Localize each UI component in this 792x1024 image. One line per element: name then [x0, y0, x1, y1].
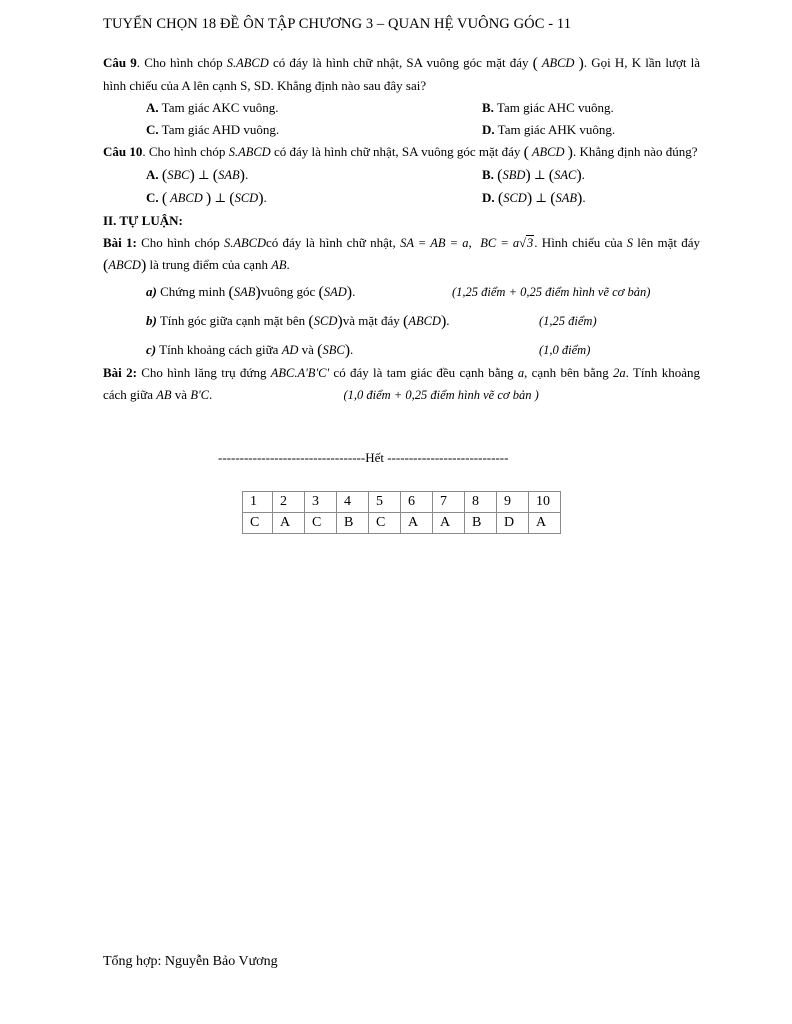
page-footer: Tổng hợp: Nguyễn Bảo Vương: [103, 954, 278, 969]
answer-table: [242, 491, 561, 534]
exercise-1: Bài 1: Cho hình chóp S.ABCDcó đáy là hình chữ nhật, SA = AB = a, BC = a√3. Hình chiếu của S lên mặt đáy (ABCD) là trung điểm của cạnh AB.: [103, 235, 700, 274]
option-d[interactable]: D. Tam giác AHK vuông.: [482, 122, 616, 137]
points-label: (1,0 điểm): [539, 343, 591, 357]
exercise-1-part-a: a) Chứng minh (SAB)vuông góc (SAD). (1,25 điểm + 0,25 điểm hình vẽ cơ bản): [146, 281, 700, 304]
question-label: Câu 9: [103, 55, 137, 70]
exercise-1-part-c: c) Tính khoảng cách giữa AD và (SBC). (1,0 điểm): [146, 339, 700, 362]
section-title: II. TỰ LUẬN:: [103, 213, 183, 228]
question-10: Câu 10. Cho hình chóp S.ABCD có đáy là hình chữ nhật, SA vuông góc mặt đáy ( ABCD ). Khẳng định nào đúng?: [103, 144, 698, 161]
option-c[interactable]: C. Tam giác AHD vuông.: [146, 122, 280, 137]
option-a[interactable]: A. Tam giác AKC vuông.: [146, 100, 279, 115]
option-b[interactable]: B. (SBD) ⊥ (SAC).: [482, 167, 585, 184]
points-label: (1,0 điểm + 0,25 điểm hình vẽ cơ bản ): [343, 388, 539, 402]
q10-options-row-2: [146, 187, 700, 210]
q10-options-row-1: [146, 164, 700, 187]
option-c[interactable]: C. ( ABCD ) ⊥ (SCD).: [146, 190, 267, 207]
table-row: C A C B C A A B D A: [243, 513, 561, 534]
exercise-2: Bài 2: Cho hình lăng trụ đứng ABC.A'B'C' có đáy là tam giác đều cạnh bằng a, cạnh bên bằng 2a. Tính khoảng cách giữa AB và B'C. (1,0 điểm + 0,25 điểm hình vẽ cơ bản ): [103, 365, 700, 402]
exam-content: [103, 52, 700, 406]
points-label: (1,25 điểm + 0,25 điểm hình vẽ cơ bản): [452, 285, 651, 299]
exercise-label: Bài 2:: [103, 365, 137, 380]
question-label: Câu 10: [103, 144, 143, 159]
question-9: Câu 9. Cho hình chóp S.ABCD có đáy là hình chữ nhật, SA vuông góc mặt đáy ( ABCD ). Gọi H, K lần lượt là hình chiếu của A lên cạnh S, SD. Khẳng định nào sau đây sai?: [103, 55, 701, 93]
q9-options-row-2: [146, 119, 700, 141]
exercise-1-part-b: b) Tính góc giữa cạnh mặt bên (SCD)và mặt đáy (ABCD). (1,25 điểm): [146, 310, 700, 333]
end-separator: ----------------------------------Hết ----------------------------: [218, 450, 509, 465]
option-a[interactable]: A. (SBC) ⊥ (SAB).: [146, 167, 249, 184]
page-header: TUYỂN CHỌN 18 ĐỀ ÔN TẬP CHƯƠNG 3 – QUAN HỆ VUÔNG GÓC - 11: [103, 16, 572, 32]
exercise-label: Bài 1:: [103, 235, 137, 250]
q9-options-row-1: [146, 97, 700, 119]
option-d[interactable]: D. (SCD) ⊥ (SAB).: [482, 190, 586, 207]
table-row: 1 2 3 4 5 6 7 8 9 10: [243, 492, 561, 513]
points-label: (1,25 điểm): [539, 314, 597, 328]
option-b[interactable]: B. Tam giác AHC vuông.: [482, 100, 614, 115]
